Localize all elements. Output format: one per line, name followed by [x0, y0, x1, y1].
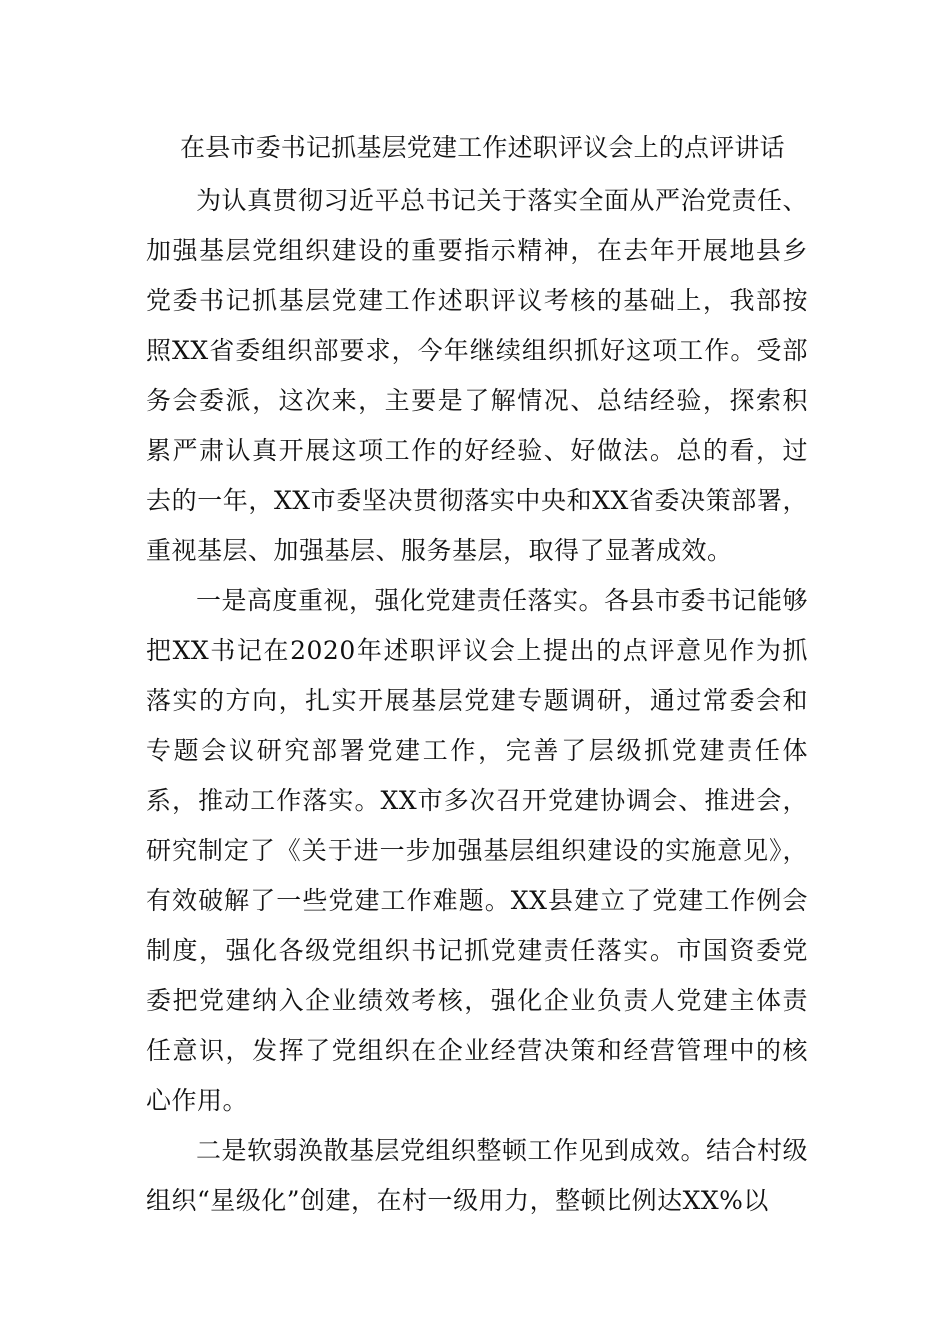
document-body [146, 176, 808, 1226]
paragraph-point-one: 一是高度重视，强化党建责任落实。各县市委书记能够把XX书记在2020年述职评议会上提出的点评意见作为抓落实的方向，扎实开展基层党建专题调研，通过常委会和专题会议研究部署党建工作，完善了层级抓党建责任体系，推动工作落实。XX市多次召开党建协调会、推进会，研究制定了《关于进一步加强基层组织建设的实施意见》，有效破解了一些党建工作难题。XX县建立了党建工作例会制度，强化各级党组织书记抓党建责任落实。市国资委党委把党建纳入企业绩效考核，强化企业负责人党建主体责任意识，发挥了党组织在企业经营决策和经营管理中的核心作用。 [146, 586, 809, 1115]
paragraph-point-two: 二是软弱涣散基层党组织整顿工作见到成效。结合村级组织“星级化”创建，在村一级用力，整顿比例达XX%以 [146, 1136, 809, 1215]
paragraph-intro: 为认真贯彻习近平总书记关于落实全面从严治党责任、加强基层党组织建设的重要指示精神，在去年开展地县乡党委书记抓基层党建工作述职评议考核的基础上，我部按照XX省委组织部要求，今年继续组织抓好这项工作。受部务会委派，这次来，主要是了解情况、总结经验，探索积累严肃认真开展这项工作的好经验、好做法。总的看，过去的一年，XX市委坚决贯彻落实中央和XX省委决策部署，重视基层、加强基层、服务基层，取得了显著成效。 [146, 186, 809, 565]
document-title: 在县市委书记抓基层党建工作述职评议会上的点评讲话 [180, 133, 785, 162]
